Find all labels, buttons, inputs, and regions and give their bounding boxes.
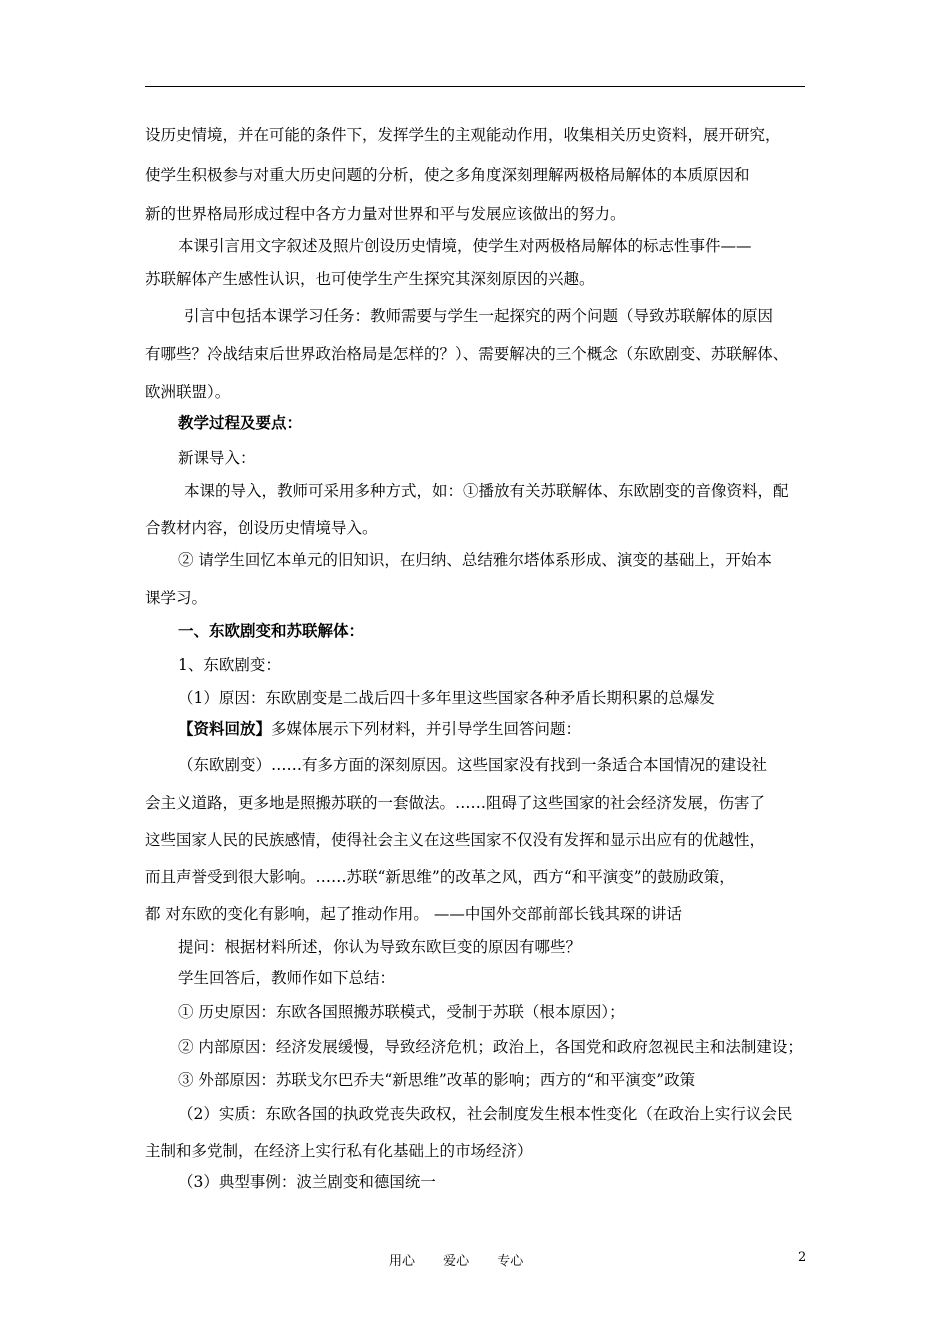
material-line (178, 719, 581, 739)
body-line: 设历史情境，并在可能的条件下，发挥学生的主观能动作用，收集相关历史资料，展开研究， (145, 126, 781, 144)
body-line: （1）原因：东欧剧变是二战后四十多年里这些国家各种矛盾长期积累的总爆发 (178, 689, 715, 707)
quote-line: 都 对东欧的变化有影响，起了推动作用。 ——中国外交部前部长钱其琛的讲话 (145, 905, 682, 923)
body-line: 有哪些？冷战结束后世界政治格局是怎样的？）、需要解决的三个概念（东欧剧变、苏联解体、 (145, 345, 789, 363)
body-line: 合教材内容，创设历史情境导入。 (145, 519, 378, 537)
material-intro: 多媒体展示下列材料，并引导学生回答问题： (271, 720, 582, 738)
quote-line: （东欧剧变）……有多方面的深刻原因。这些国家没有找到一条适合本国情况的建设社 (178, 756, 768, 774)
quote-line: 而且声誉受到很大影响。……苏联“新思维”的改革之风，西方“和平演变”的鼓励政策， (145, 868, 735, 886)
header-rule (145, 86, 805, 87)
section-heading: 教学过程及要点： (178, 413, 303, 432)
section-heading: 一、东欧剧变和苏联解体： (178, 621, 365, 640)
summary-line: ① 历史原因：东欧各国照搬苏联模式，受制于苏联（根本原因）； (178, 1003, 625, 1021)
body-line: 苏联解体产生感性认识，也可使学生产生探究其深刻原因的兴趣。 (145, 270, 595, 288)
body-line: 提问：根据材料所述，你认为导致东欧巨变的原因有哪些？ (178, 938, 582, 956)
quote-line: 这些国家人民的民族感情，使得社会主义在这些国家不仅没有发挥和显示出应有的优越性， (145, 831, 766, 849)
body-line: 学生回答后，教师作如下总结： (178, 969, 396, 987)
body-line: （3）典型事例：波兰剧变和德国统一 (178, 1173, 436, 1191)
material-label: 【资料回放】 (178, 719, 272, 738)
footer-motto: 用心 爱心 专心 (389, 1254, 524, 1269)
body-line: 课学习。 (145, 589, 208, 607)
body-line: 本课的导入，教师可采用多种方式，如：①播放有关苏联解体、东欧剧变的音像资料，配 (184, 482, 789, 500)
body-line: 1、东欧剧变： (178, 656, 281, 674)
body-line: 新的世界格局形成过程中各方力量对世界和平与发展应该做出的努力。 (145, 205, 626, 223)
body-line: ② 请学生回忆本单元的旧知识，在归纳、总结雅尔塔体系形成、演变的基础上，开始本 (178, 551, 772, 569)
body-line: （2）实质：东欧各国的执政党丧失政权，社会制度发生根本性变化（在政治上实行议会民 (178, 1105, 793, 1123)
body-line: 使学生积极参与对重大历史问题的分析，使之多角度深刻理解两极格局解体的本质原因和 (145, 166, 750, 184)
body-line: 新课导入： (178, 449, 256, 467)
summary-line: ② 内部原因：经济发展缓慢，导致经济危机；政治上，各国党和政府忽视民主和法制建设； (178, 1038, 803, 1056)
page-number: 2 (798, 1250, 807, 1265)
body-line: 本课引言用文字叙述及照片创设历史情境，使学生对两极格局解体的标志性事件—— (178, 237, 752, 255)
body-line: 欧洲联盟）。 (145, 383, 231, 401)
quote-line: 会主义道路，更多地是照搬苏联的一套做法。……阻碍了这些国家的社会经济发展，伤害了 (145, 794, 766, 812)
summary-line: ③ 外部原因：苏联戈尔巴乔夫“新思维”改革的影响；西方的“和平演变”政策 (178, 1071, 696, 1089)
body-line: 引言中包括本课学习任务：教师需要与学生一起探究的两个问题（导致苏联解体的原因 (184, 307, 774, 325)
body-line: 主制和多党制，在经济上实行私有化基础上的市场经济） (145, 1142, 533, 1160)
